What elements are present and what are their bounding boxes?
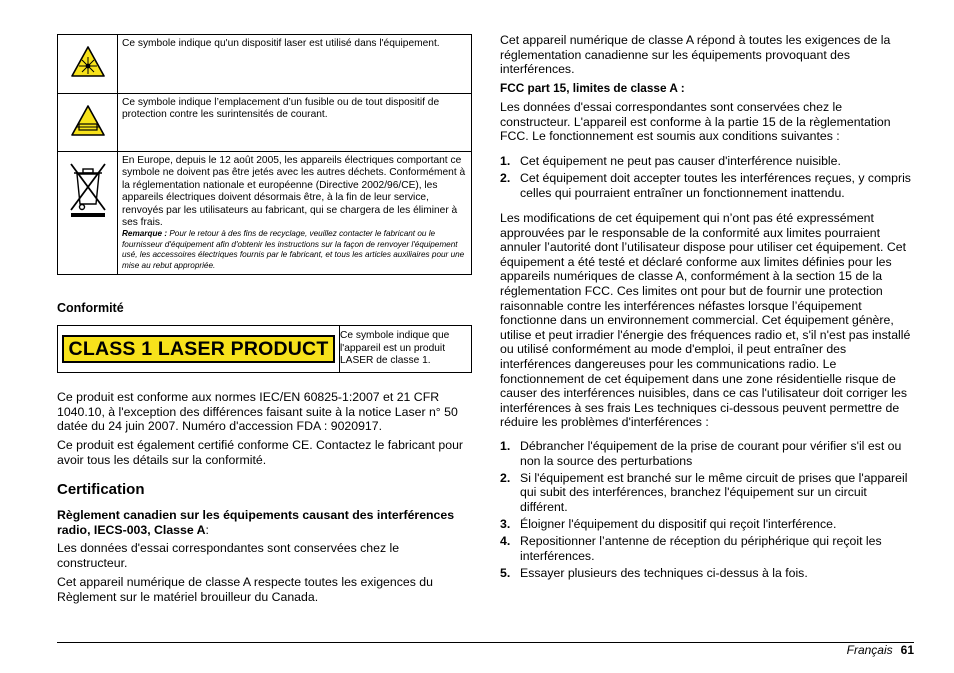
- list-text: Essayer plusieurs des techniques ci-dessus à la fois.: [520, 565, 808, 580]
- symbol-row-fuse: [58, 94, 472, 152]
- note-label: Remarque :: [122, 229, 168, 239]
- note-text: Pour le retour à des fins de recyclage, veuillez contacter le fabricant ou le fournisseur d'équipement afin d'obtenir les instructions sur la façon de renvoyer l'équipement usé, les accessoires électriques fournis par le fabricant, et tous les articles auxiliaires pour une mise au rebut appropriée.: [122, 229, 465, 270]
- recycling-note: [122, 229, 467, 271]
- footer-divider: [57, 642, 914, 643]
- symbol-cell: [58, 152, 118, 275]
- list-item: [500, 471, 915, 515]
- laser-label-cell: [58, 326, 340, 373]
- canada-class-a-paragraph: Cet appareil numérique de classe A répond à toutes les exigences de la réglementation canadienne sur les équipements provoquant des interférences.: [500, 33, 891, 77]
- section-heading-certification: Certification: [57, 481, 145, 498]
- weee-crossed-bin-icon: [68, 160, 108, 218]
- list-text: Si l'équipement est branché sur le même circuit de prises que l'appareil qui subit des interférences, branchez l'équipement sur un circuit différent.: [520, 470, 908, 514]
- list-number: 3.: [500, 516, 511, 531]
- list-text: Cet équipement ne peut pas causer d'interférence nuisible.: [520, 154, 841, 168]
- page-number: 61: [900, 643, 914, 657]
- list-item: [500, 534, 915, 563]
- list-item: [500, 171, 915, 200]
- list-item: [500, 439, 915, 468]
- symbol-cell: [58, 35, 118, 94]
- class1-laser-label: CLASS 1 LASER PRODUCT: [62, 335, 336, 363]
- symbol-description: Ce symbole indique l’emplacement d’un fusible ou de tout dispositif de protection contre les surintensités de courant.: [118, 94, 472, 152]
- list-number: 4.: [500, 534, 511, 549]
- modifications-paragraph: Les modifications de cet équipement qui n’ont pas été expressément approuvées par le responsable de la conformité aux limites pourraient annuler l’autorité dont l’utilisateur dispose pour utiliser cet équipement. Cet équipement a été testé et déclaré conforme aux limites définies pour les appareils numériques de classe A, conformément à la section 15 de la réglementation FCC. Ces limites ont pour but de fournir une protection raisonnable contre les interférences néfastes lorsque l’équipement fonctionne dans un environnement commercial. Cet équipement génère, utilise et peut irradier l'énergie des fréquences radio et, s'il n'est pas installé ou utilisé conformément au mode d'emploi, il peut entraîner des interférences dangereuses pour les communications radio. Le fonctionnement de cet équipement dans une zone résidentielle risque de causer des interférences nuisibles, dans ce cas l'utilisateur doit corriger les interférences à ses frais Les techniques ci-dessous peuvent permettre de réduire les problèmes d'interférences :: [500, 211, 911, 430]
- canada-heading-text: Règlement canadien sur les équipements causant des interférences radio, IECS-003, Classe A: [57, 508, 455, 537]
- symbol-description: [118, 152, 472, 275]
- section-heading-conformite: Conformité: [57, 301, 124, 315]
- fcc-conditions-list: [500, 154, 915, 203]
- weee-text: En Europe, depuis le 12 août 2005, les appareils électriques comportant ce symbole ne doivent pas être jetés avec les autres déchets. Conformément à la réglementation nationale et européenne (Directive 2002/96/CE), les appareils électriques doivent désormais être, à la fin de leur service, renvoyés par les utilisateurs au fabricant, qui se chargera de les éliminer à ses frais.: [122, 155, 466, 229]
- footer-language: Français: [846, 643, 893, 657]
- page-footer: [847, 643, 914, 657]
- list-text: Cet équipement doit accepter toutes les interférences reçues, y compris celles qui pourraient entraîner un fonctionnement inattendu.: [520, 171, 911, 200]
- list-item: [500, 517, 915, 532]
- list-item: [500, 566, 915, 581]
- list-number: 1.: [500, 154, 511, 168]
- list-number: 5.: [500, 565, 511, 580]
- symbol-description: Ce symbole indique qu'un dispositif laser est utilisé dans l'équipement.: [118, 35, 472, 94]
- conformite-paragraph-1: Ce produit est conforme aux normes IEC/EN 60825-1:2007 et 21 CFR 1040.10, à l'exception des différences faisant suite à la notice Laser n° 50 datée du 24 juin 2007. Numéro d'accession FDA : 9020917.: [57, 390, 458, 434]
- symbol-row-laser: [58, 35, 472, 94]
- canada-paragraph-1: Les données d'essai correspondantes sont conservées chez le constructeur.: [57, 541, 400, 570]
- symbol-cell: [58, 94, 118, 152]
- canada-heading-colon: :: [205, 522, 209, 537]
- list-item: [500, 154, 915, 169]
- symbols-table: [57, 34, 472, 275]
- interference-techniques-list: [500, 439, 915, 583]
- list-text: Éloigner l'équipement du dispositif qui reçoit l'interférence.: [520, 516, 837, 531]
- canada-paragraph-2: Cet appareil numérique de classe A respecte toutes les exigences du Règlement sur le matériel brouilleur du Canada.: [57, 575, 433, 604]
- symbol-row-weee: [58, 152, 472, 275]
- laser-description: Ce symbole indique que l'appareil est un produit LASER de classe 1.: [340, 326, 472, 373]
- fcc-paragraph: Les données d'essai correspondantes sont conservées chez le constructeur. L'appareil est conforme à la partie 15 de la règlementation FCC. Le fonctionnement est soumis aux conditions suivantes :: [500, 100, 891, 144]
- list-text: Repositionner l’antenne de réception du périphérique qui reçoit les interférences.: [520, 534, 882, 563]
- list-number: 2.: [500, 171, 511, 186]
- fcc-heading: FCC part 15, limites de classe A :: [500, 81, 685, 95]
- list-number: 1.: [500, 439, 511, 453]
- fuse-warning-icon: [71, 105, 105, 136]
- canada-heading: [57, 508, 472, 537]
- conformite-paragraph-2: Ce produit est également certifié conforme CE. Contactez le fabricant pour avoir tous les détails sur la conformité.: [57, 438, 464, 467]
- list-number: 2.: [500, 470, 511, 485]
- list-text: Débrancher l'équipement de la prise de courant pour vérifier s'il est ou non la source des perturbations: [520, 439, 902, 468]
- laser-table: [57, 325, 472, 373]
- laser-warning-icon: [71, 46, 105, 77]
